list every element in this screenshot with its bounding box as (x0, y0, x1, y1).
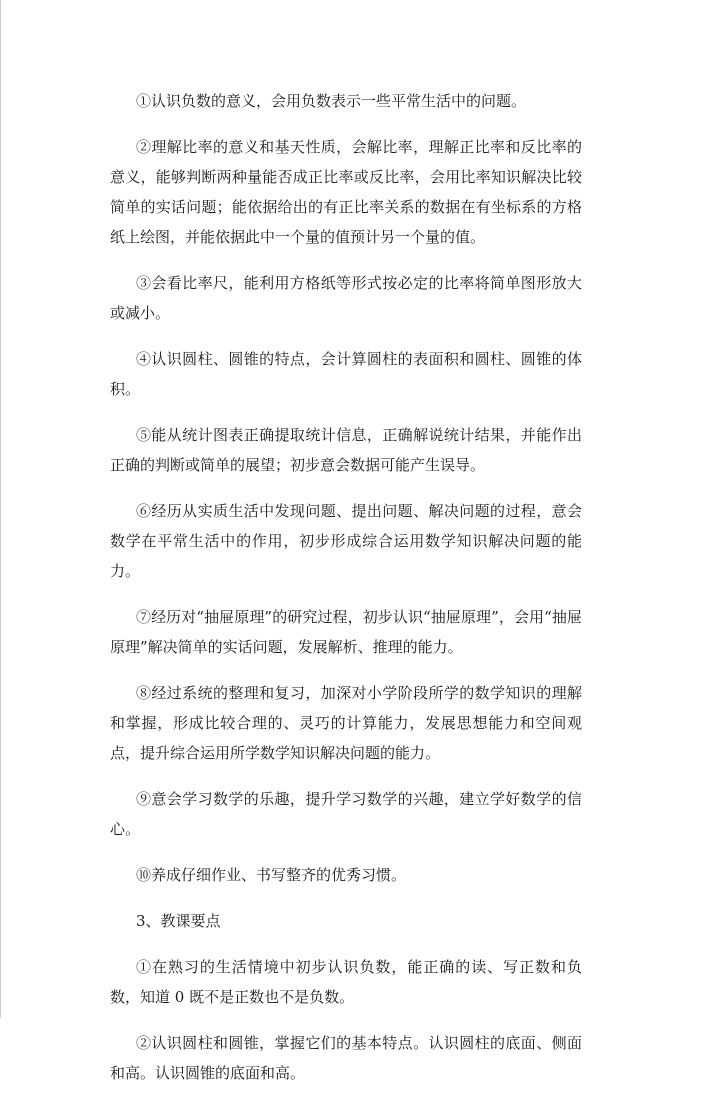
goal-paragraph-1: ①认识负数的意义，会用负数表示一些平常生活中的问题。 (136, 92, 527, 110)
goal-paragraph-5: ⑤能从统计图表正确提取统计信息，正确解说统计结果，并能作出正确的判断或简单的展望；初步意会数据可能产生误导。 (110, 426, 582, 474)
keypoint-paragraph-2: ②认识圆柱和圆锥，掌握它们的基本特点。认识圆柱的底面、侧面和高。认识圆锥的底面和高。 (110, 1034, 582, 1082)
page-edge (0, 0, 1, 1018)
goal-paragraph-3: ③会看比率尺，能利用方格纸等形式按必定的比率将简单图形放大或减小。 (110, 274, 582, 322)
goal-paragraph-10: ⑩养成仔细作业、书写整齐的优秀习惯。 (136, 866, 407, 884)
keypoint-paragraph-1: ①在熟习的生活情境中初步认识负数，能正确的读、写正数和负数，知道 0 既不是正数也不是负数。 (110, 958, 582, 1006)
goal-paragraph-6: ⑥经历从实质生活中发现问题、提出问题、解决问题的过程，意会数学在平常生活中的作用，初步形成综合运用数学知识解决问题的能力。 (110, 502, 582, 580)
goal-paragraph-4: ④认识圆柱、圆锥的特点，会计算圆柱的表面积和圆柱、圆锥的体积。 (110, 350, 582, 398)
goal-paragraph-7: ⑦经历对“抽屉原理”的研究过程，初步认识“抽屉原理”，会用“抽屉原理”解决简单的实话问题，发展解析、推理的能力。 (110, 608, 582, 656)
section-heading: 3、教课要点 (136, 912, 221, 930)
goal-paragraph-2: ②理解比率的意义和基天性质，会解比率，理解正比率和反比率的意义，能够判断两种量能否成正比率或反比率，会用比率知识解决比较简单的实话问题；能依据给出的有正比率关系的数据在有坐标系的方格纸上绘图，并能依据此中一个量的值预计另一个量的值。 (110, 138, 582, 246)
goal-paragraph-9: ⑨意会学习数学的乐趣，提升学习数学的兴趣，建立学好数学的信心。 (110, 790, 582, 838)
goal-paragraph-8: ⑧经过系统的整理和复习，加深对小学阶段所学的数学知识的理解和掌握，形成比较合理的、灵巧的计算能力，发展思想能力和空间观点，提升综合运用所学数学知识解决问题的能力。 (110, 684, 582, 762)
document-body (110, 86, 582, 1104)
